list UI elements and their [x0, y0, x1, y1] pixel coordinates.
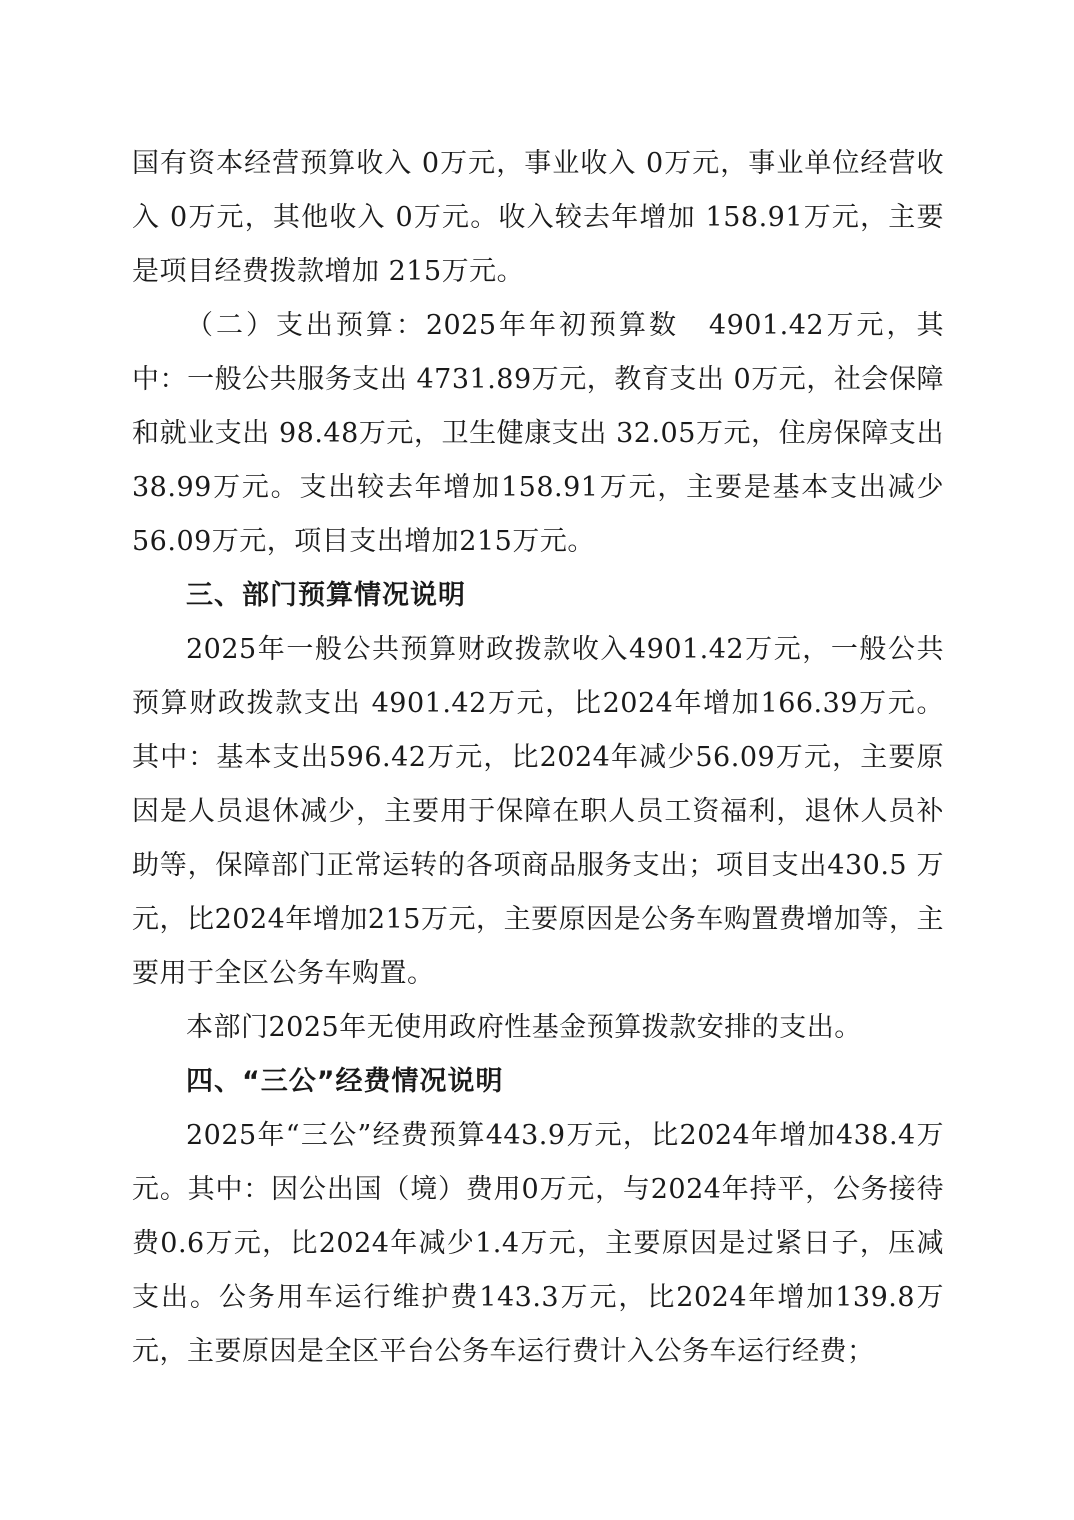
paragraph-government-fund: 本部门2025年无使用政府性基金预算拨款安排的支出。 [186, 1012, 862, 1043]
section-heading-three-public-expenses: 四、“三公”经费情况说明 [186, 1066, 504, 1097]
paragraph-three-public-expenses: 2025年“三公”经费预算443.9万元，比2024年增加438.4万元。其中：因公出国（境）费用0万元，与2024年持平，公务接待费0.6万元，比2024年减少1.4万元，主要原因是过紧日子，压减支出。公务用车运行维护费143.3万元，比2024年增加139.8万元，主要原因是全区平台公务车运行费计入公务车运行经费； [132, 1120, 944, 1367]
paragraph-income-continued: 国有资本经营预算收入 0万元，事业收入 0万元，事业单位经营收入 0万元，其他收入 0万元。收入较去年增加 158.91万元，主要是项目经费拨款增加 215万元。 [132, 148, 944, 287]
paragraph-general-public-budget: 2025年一般公共预算财政拨款收入4901.42万元，一般公共预算财政拨款支出 4901.42万元，比2024年增加166.39万元。其中：基本支出596.42万元，比2024年减少56.09万元，主要原因是人员退休减少，主要用于保障在职人员工资福利，退休人员补助等，保障部门正常运转的各项商品服务支出；项目支出430.5 万元，比2024年增加215万元，主要原因是公务车购置费增加等，主要用于全区公务车购置。 [132, 634, 944, 989]
section-heading-department-budget: 三、部门预算情况说明 [186, 580, 466, 611]
paragraph-expenditure-budget: （二）支出预算：2025年年初预算数 4901.42万元，其中：一般公共服务支出 4731.89万元，教育支出 0万元，社会保障和就业支出 98.48万元，卫生健康支出 32.05万元，住房保障支出38.99万元。支出较去年增加158.91万元，主要是基本支出减少56.09万元，项目支出增加215万元。 [132, 310, 944, 557]
